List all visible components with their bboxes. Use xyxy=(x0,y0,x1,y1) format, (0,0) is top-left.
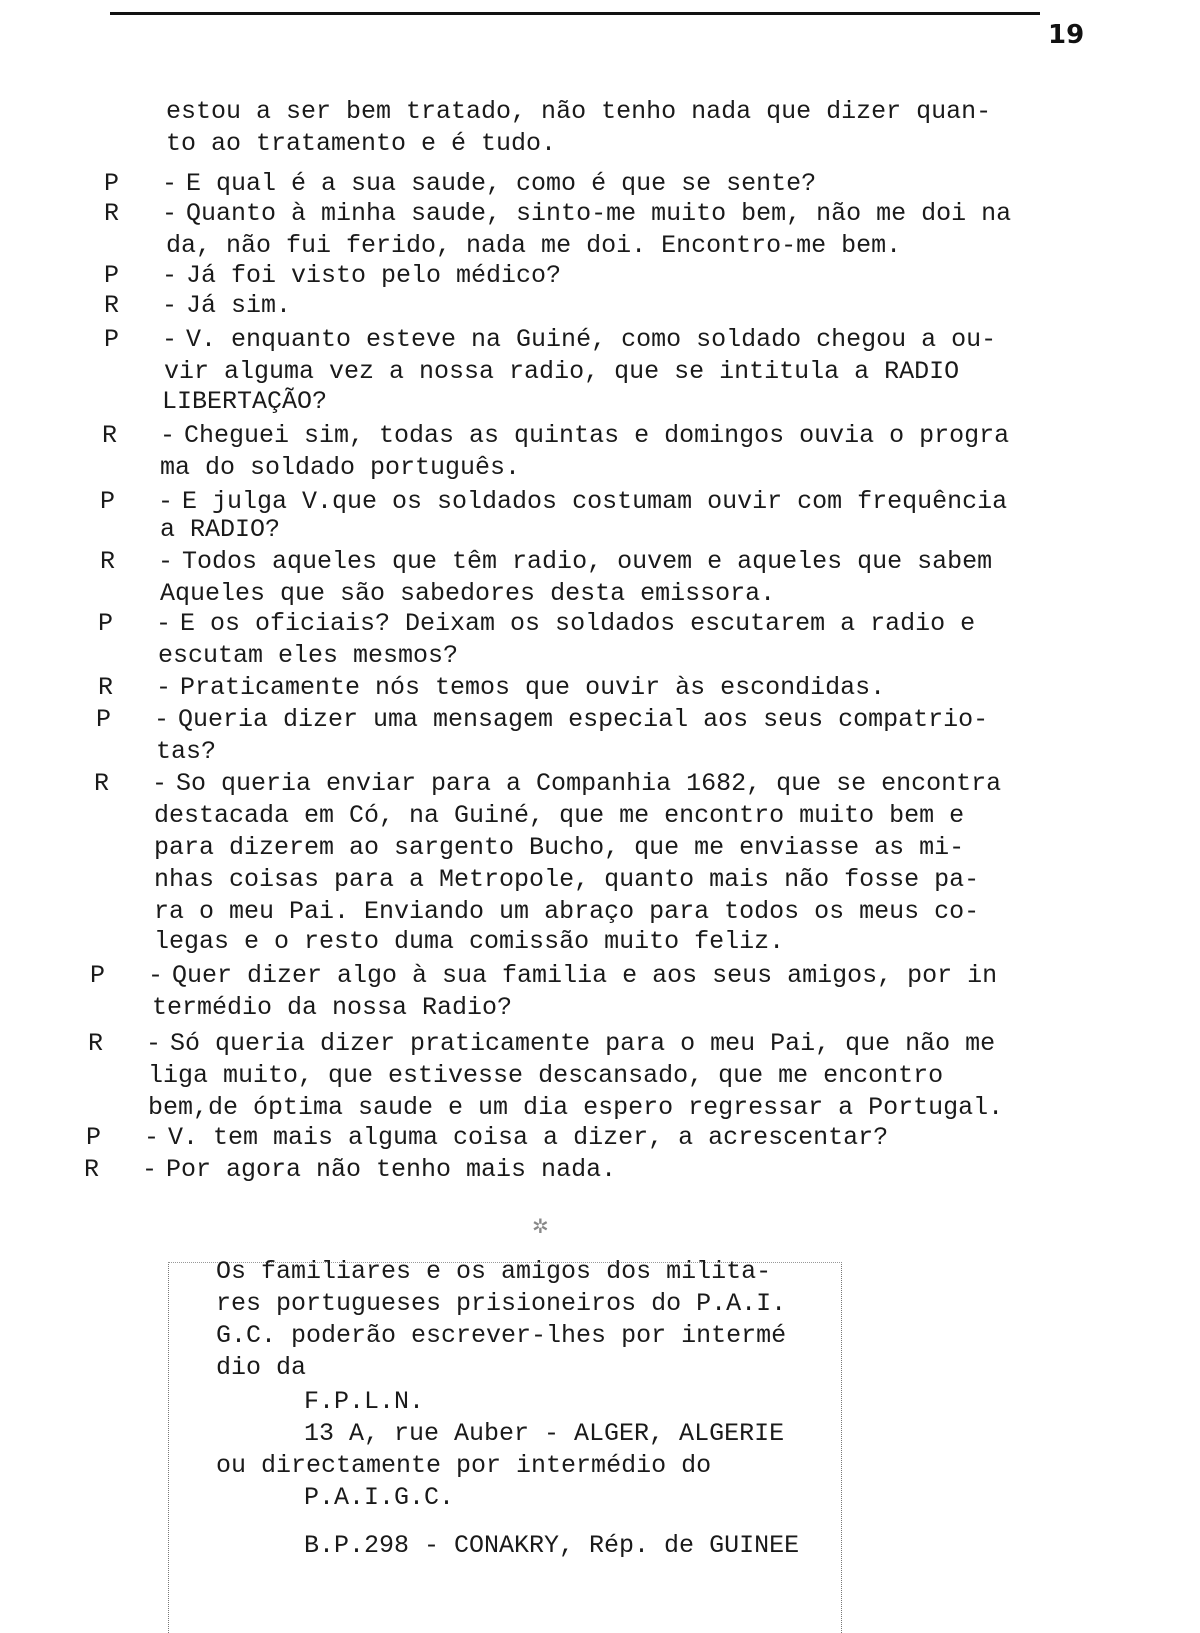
notice-line: G.C. poderão escrever-lhes por intermé xyxy=(216,1321,787,1350)
question-entry: P - Já foi visto pelo médico? xyxy=(104,261,562,290)
transcript-line: Praticamente nós temos que ouvir às escondidas. xyxy=(180,673,886,702)
transcript-line: Cheguei sim, todas as quintas e domingos ouvia o progra xyxy=(184,421,1010,450)
question-entry: P - V. enquanto esteve na Guiné, como soldado chegou a ou- xyxy=(104,325,997,354)
speaker-label: P xyxy=(104,325,120,354)
transcript-line: Aqueles que são sabedores desta emissora. xyxy=(160,579,776,608)
notice-address-line: 13 A, rue Auber - ALGER, ALGERIE xyxy=(304,1419,785,1448)
speaker-label: R xyxy=(98,673,114,702)
speaker-label: P xyxy=(104,261,120,290)
transcript-line: legas e o resto duma comissão muito feliz. xyxy=(154,927,785,956)
transcript-line: Quer dizer algo à sua familia e aos seus amigos, por in xyxy=(172,961,998,990)
speaker-label: P xyxy=(98,609,114,638)
answer-entry: R - So queria enviar para a Companhia 1682, que se encontra xyxy=(94,769,1002,798)
speaker-label: R xyxy=(104,291,120,320)
answer-entry: R - Já sim. xyxy=(104,291,292,320)
transcript-line: da, não fui ferido, nada me doi. Encontro-me bem. xyxy=(166,231,902,260)
transcript-line: destacada em Có, na Guiné, que me encontro muito bem e xyxy=(154,801,965,830)
answer-entry: R - Todos aqueles que têm radio, ouvem e aqueles que sabem xyxy=(100,547,993,576)
notice-address-line: P.A.I.G.C. xyxy=(304,1483,455,1512)
transcript-line: V. enquanto esteve na Guiné, como soldado chegou a ou- xyxy=(186,325,997,354)
transcript-line: liga muito, que estivesse descansado, que me encontro xyxy=(148,1061,944,1090)
transcript-line: termédio da nossa Radio? xyxy=(152,993,513,1022)
speaker-label: P xyxy=(90,961,106,990)
question-entry: P - Queria dizer uma mensagem especial aos seus compatrio- xyxy=(96,705,989,734)
transcript-line: Já sim. xyxy=(186,291,292,320)
transcript-line: bem,de óptima saude e um dia espero regressar a Portugal. xyxy=(148,1093,1004,1122)
speaker-label: P xyxy=(104,169,120,198)
transcript-line: vir alguma vez a nossa radio, que se intitula a RADIO xyxy=(164,357,960,386)
transcript-line: V. tem mais alguma coisa a dizer, a acrescentar? xyxy=(168,1123,889,1152)
transcript-line: a RADIO? xyxy=(160,515,281,544)
notice-line: Os familiares e os amigos dos milita- xyxy=(216,1257,772,1286)
transcript-line: ma do soldado português. xyxy=(160,453,521,482)
transcript-line: para dizerem ao sargento Bucho, que me enviasse as mi- xyxy=(154,833,965,862)
speaker-label: R xyxy=(100,547,116,576)
answer-entry: R - Quanto à minha saude, sinto-me muito bem, não me doi na xyxy=(104,199,1012,228)
speaker-label: P xyxy=(86,1123,102,1152)
question-entry: P - Quer dizer algo à sua familia e aos seus amigos, por in xyxy=(90,961,998,990)
page-number: 19 xyxy=(1048,20,1085,50)
notice-line: res portugueses prisioneiros do P.A.I. xyxy=(216,1289,787,1318)
answer-entry: R - Só queria dizer praticamente para o meu Pai, que não me xyxy=(88,1029,996,1058)
transcript-line: to ao tratamento e é tudo. xyxy=(166,129,557,158)
transcript-line: estou a ser bem tratado, não tenho nada que dizer quan- xyxy=(166,97,992,126)
notice-line: dio da xyxy=(216,1353,307,1382)
notice-line: ou directamente por intermédio do xyxy=(216,1451,712,1480)
notice-address-line: B.P.298 - CONAKRY, Rép. de GUINEE xyxy=(304,1531,800,1560)
transcript-line: nhas coisas para a Metropole, quanto mais não fosse pa- xyxy=(154,865,980,894)
speaker-label: R xyxy=(102,421,118,450)
transcript-line: Queria dizer uma mensagem especial aos seus compatrio- xyxy=(178,705,989,734)
speaker-label: R xyxy=(104,199,120,228)
transcript-line: Por agora não tenho mais nada. xyxy=(166,1155,617,1184)
transcript-line: LIBERTAÇÃO? xyxy=(162,387,328,416)
transcript-line: So queria enviar para a Companhia 1682, que se encontra xyxy=(176,769,1002,798)
question-entry: P - E qual é a sua saude, como é que se sente? xyxy=(104,169,817,198)
speaker-label: P xyxy=(100,487,116,516)
ink-blot: ✲ xyxy=(532,1214,549,1238)
question-entry: P - E julga V.que os soldados costumam ouvir com frequência xyxy=(100,487,1008,516)
transcript-line: Já foi visto pelo médico? xyxy=(186,261,562,290)
speaker-label: R xyxy=(88,1029,104,1058)
transcript-line: escutam eles mesmos? xyxy=(158,641,459,670)
question-entry: P - E os oficiais? Deixam os soldados escutarem a radio e xyxy=(98,609,976,638)
transcript-line: Só queria dizer praticamente para o meu Pai, que não me xyxy=(170,1029,996,1058)
transcript-line: Quanto à minha saude, sinto-me muito bem, não me doi na xyxy=(186,199,1012,228)
transcript-line: tas? xyxy=(156,737,217,766)
answer-entry: R - Cheguei sim, todas as quintas e domingos ouvia o progra xyxy=(102,421,1010,450)
transcript-line: E os oficiais? Deixam os soldados escutarem a radio e xyxy=(180,609,976,638)
question-entry: P - V. tem mais alguma coisa a dizer, a acrescentar? xyxy=(86,1123,889,1152)
transcript-line: E qual é a sua saude, como é que se sente? xyxy=(186,169,817,198)
speaker-label: R xyxy=(84,1155,100,1184)
header-rule xyxy=(110,12,1040,15)
transcript-line: Todos aqueles que têm radio, ouvem e aqueles que sabem xyxy=(182,547,993,576)
answer-entry: R - Praticamente nós temos que ouvir às escondidas. xyxy=(98,673,886,702)
transcript-line: ra o meu Pai. Enviando um abraço para todos os meus co- xyxy=(154,897,980,926)
notice-address-line: F.P.L.N. xyxy=(304,1387,425,1416)
transcript-line: E julga V.que os soldados costumam ouvir com frequência xyxy=(182,487,1008,516)
speaker-label: P xyxy=(96,705,112,734)
speaker-label: R xyxy=(94,769,110,798)
answer-entry: R - Por agora não tenho mais nada. xyxy=(84,1155,617,1184)
